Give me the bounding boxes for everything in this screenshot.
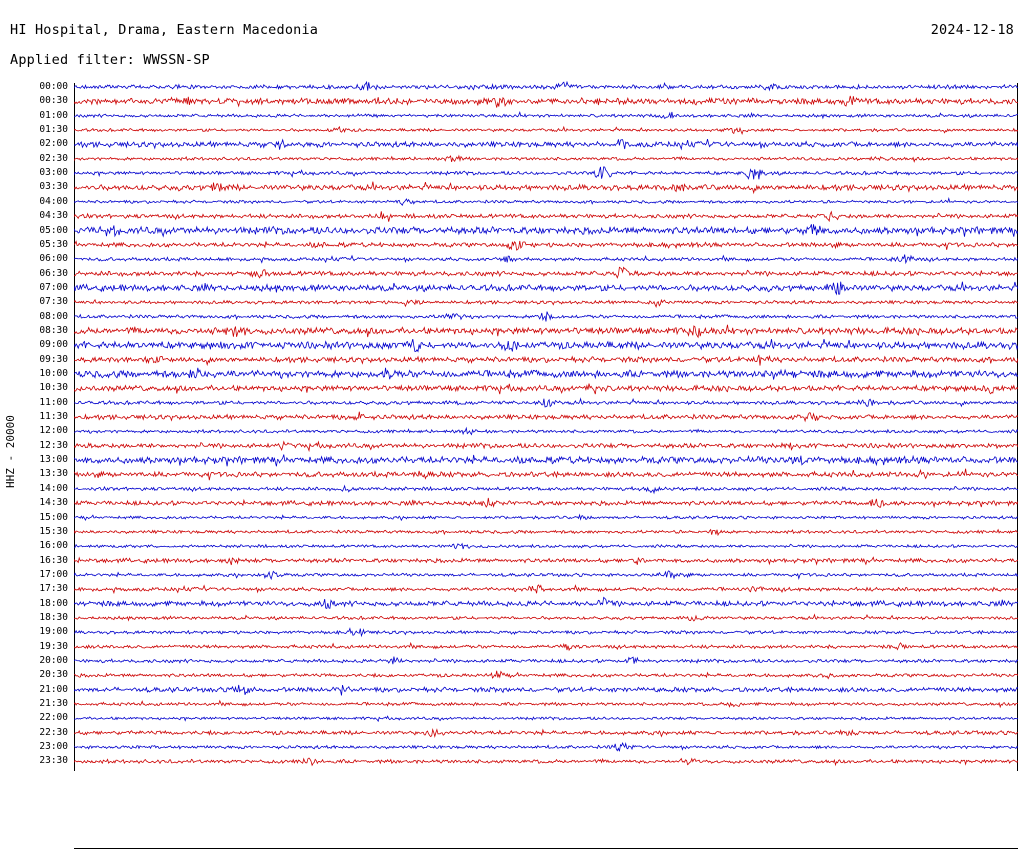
time-label: 09:00 (39, 339, 68, 351)
time-label: 20:30 (39, 669, 68, 681)
seismic-trace (74, 167, 1018, 179)
time-label: 23:00 (39, 741, 68, 753)
seismic-trace (74, 643, 1018, 650)
seismic-trace (74, 657, 1018, 665)
time-label: 08:00 (39, 310, 68, 322)
seismic-trace (74, 127, 1018, 134)
time-label: 02:00 (39, 138, 68, 150)
y-axis-label-text: HHZ - 20000 (4, 415, 17, 488)
time-label: 00:00 (39, 81, 68, 92)
seismic-trace (74, 412, 1018, 421)
time-label: 01:30 (39, 124, 68, 136)
seismic-trace (74, 716, 1018, 721)
time-label: 19:30 (39, 640, 68, 652)
seismic-trace (74, 743, 1018, 751)
seismic-trace (74, 312, 1018, 322)
time-label: 10:00 (39, 368, 68, 379)
seismic-trace (74, 139, 1018, 150)
time-label: 05:00 (39, 224, 68, 236)
time-label: 07:30 (39, 296, 68, 308)
chart-header (0, 0, 1024, 78)
seismic-trace (74, 685, 1018, 695)
seismic-trace (74, 629, 1018, 636)
seismic-trace (74, 224, 1018, 236)
time-label: 18:00 (39, 597, 68, 609)
seismic-trace (74, 530, 1018, 535)
time-label: 09:30 (39, 353, 68, 365)
time-label: 06:00 (39, 253, 68, 265)
time-label: 14:00 (39, 482, 68, 494)
seismic-trace (74, 701, 1018, 707)
time-label: 16:00 (39, 540, 68, 552)
page-title: HI Hospital, Drama, Eastern Macedonia (10, 22, 319, 38)
seismic-trace (74, 182, 1018, 193)
time-label: 11:00 (39, 396, 68, 408)
seismic-trace (74, 339, 1018, 351)
time-label: 08:30 (39, 324, 68, 336)
time-label: 12:30 (39, 439, 68, 451)
time-label: 13:00 (39, 454, 68, 466)
time-label: 04:30 (39, 210, 68, 222)
seismic-trace (74, 597, 1018, 608)
seismic-trace (74, 211, 1018, 221)
seismic-trace (74, 730, 1018, 737)
time-label: 02:30 (39, 152, 68, 164)
seismic-trace (74, 585, 1018, 593)
seismic-trace (74, 498, 1018, 507)
seismic-trace (74, 428, 1018, 434)
time-label: 01:00 (39, 109, 68, 121)
time-label: 20:00 (39, 655, 68, 666)
seismic-trace (74, 455, 1018, 467)
time-label: 19:00 (39, 626, 68, 638)
seismic-trace (74, 671, 1018, 679)
time-label: 21:30 (39, 698, 68, 710)
seismic-trace (74, 282, 1018, 294)
time-label: 03:00 (39, 167, 68, 179)
seismic-trace (74, 399, 1018, 407)
seismic-trace (74, 255, 1018, 263)
time-label: 17:30 (39, 583, 68, 595)
seismic-trace (74, 156, 1018, 162)
time-label: 03:30 (39, 181, 68, 193)
seismogram-plot (0, 78, 1024, 780)
time-label: 11:30 (39, 411, 68, 423)
time-label: 23:30 (39, 755, 68, 767)
seismic-trace (74, 442, 1018, 451)
time-label: 06:30 (39, 267, 68, 279)
time-label: 07:00 (39, 281, 68, 293)
time-label: 12:00 (39, 425, 68, 437)
time-label: 15:30 (39, 525, 68, 537)
time-label: 14:30 (39, 497, 68, 509)
trace-canvas (74, 78, 1018, 780)
seismic-trace (74, 267, 1018, 277)
time-label: 00:30 (39, 95, 68, 107)
seismic-trace (74, 384, 1018, 395)
filter-label: Applied filter: WWSSN-SP (10, 52, 210, 68)
time-label: 22:00 (39, 712, 68, 724)
time-label: 15:00 (39, 511, 68, 523)
seismic-trace (74, 469, 1018, 480)
seismic-trace (74, 300, 1018, 307)
date-label: 2024-12-18 (930, 22, 1014, 38)
time-label: 17:00 (39, 568, 68, 580)
time-label: 13:30 (39, 468, 68, 480)
seismic-trace (74, 486, 1018, 493)
time-label: 05:30 (39, 238, 68, 250)
seismic-trace (74, 355, 1018, 366)
seismic-trace (74, 615, 1018, 621)
time-label: 10:30 (39, 382, 68, 394)
time-label: 04:00 (39, 195, 68, 207)
seismic-trace (74, 557, 1018, 565)
seismic-trace (74, 199, 1018, 206)
seismic-trace (74, 368, 1018, 380)
seismic-trace (74, 325, 1018, 337)
seismic-trace (74, 241, 1018, 250)
time-axis-labels (0, 78, 72, 780)
seismic-trace (74, 571, 1018, 579)
seismic-trace (74, 515, 1018, 520)
time-label: 18:30 (39, 611, 68, 623)
time-label: 22:30 (39, 726, 68, 738)
time-label: 21:00 (39, 683, 68, 695)
seismic-trace (74, 82, 1018, 90)
seismic-trace (74, 758, 1018, 765)
time-label: 16:30 (39, 554, 68, 566)
seismic-trace (74, 112, 1018, 118)
seismic-trace (74, 544, 1018, 549)
seismic-trace (74, 96, 1018, 108)
